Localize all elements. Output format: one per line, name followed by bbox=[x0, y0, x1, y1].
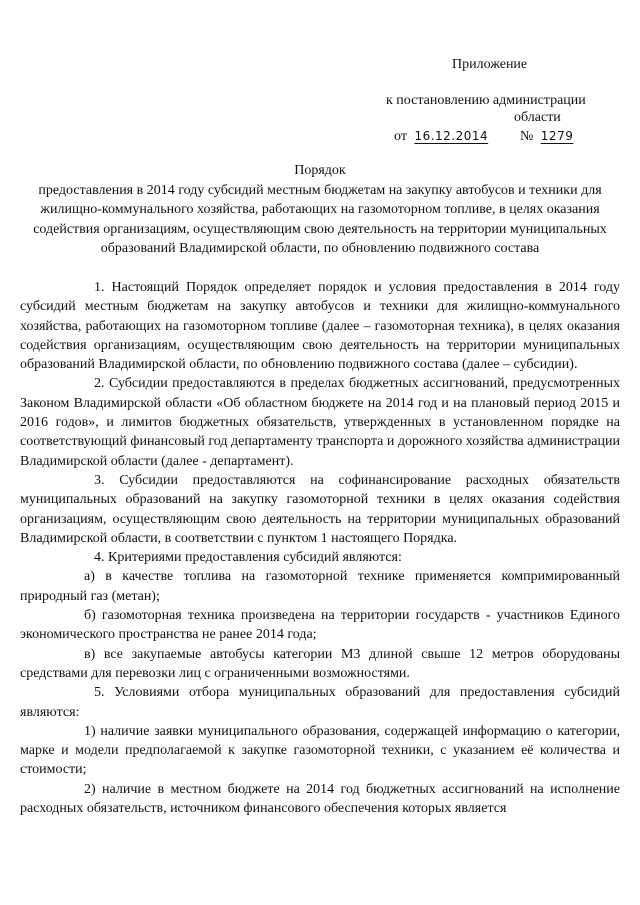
oblast-label: области bbox=[514, 110, 561, 125]
criterion-c: в) все закупаемые автобусы категории М3 длиной свыше 12 метров оборудованы средствами для перевозки лиц с ограниченными возможностями. bbox=[20, 646, 620, 681]
from-label: от bbox=[394, 129, 407, 144]
resolution-date: 16.12.2014 bbox=[414, 129, 489, 143]
date-number-row bbox=[394, 128, 605, 145]
resolution-number: 1279 bbox=[540, 129, 574, 143]
number-sign: № bbox=[519, 129, 534, 144]
document-title bbox=[20, 161, 620, 259]
condition-1: 1) наличие заявки муниципального образования, содержащей информацию о категории, марке и модели предполагаемой к закупке газомоторной техники, с указанием её количества и стоимости; bbox=[20, 723, 620, 778]
title-heading: Порядок bbox=[294, 163, 346, 178]
paragraph-2: 2. Субсидии предоставляются в пределах бюджетных ассигнований, предусмотренных Законом Владимирской области «Об областном бюджете на 2014 год и на плановый период 2015 и 2016 годов», и лимитов бюджетных обязательств, утвержденных в установленном порядке на соответствующий финансовый год департаменту транспорта и дорожного хозяйства администрации Владимирской области (далее - департамент). bbox=[20, 376, 620, 469]
criterion-a: а) в качестве топлива на газомоторной технике применяется компримированный природный газ (метан); bbox=[20, 569, 620, 604]
paragraph-5: 5. Условиями отбора муниципальных образований для предоставления субсидий являются: bbox=[20, 685, 620, 720]
paragraph-4: 4. Критериями предоставления субсидий являются: bbox=[94, 550, 402, 566]
paragraph-1: 1. Настоящий Порядок определяет порядок и условия предоставления в 2014 году субсидий местным бюджетам на закупку автобусов и техники для жилищно-коммунального хозяйства, работающих на газомоторном топливе (далее – газомоторная техника), в целях оказания содействия организациям, осуществляющим свою деятельность на территории муниципальных образований Владимирской области, по обновлению подвижного состава (далее – субсидии). bbox=[20, 280, 620, 373]
condition-2: 2) наличие в местном бюджете на 2014 год бюджетных ассигнований на исполнение расходных обязательств, источником финансового обеспечения которых является bbox=[20, 781, 620, 817]
criterion-b: б) газомоторная техника произведена на территории государств - участников Единого экономического пространства не ранее 2014 года; bbox=[20, 608, 620, 643]
document-body bbox=[20, 278, 620, 818]
resolution-reference: к постановлению администрации bbox=[386, 93, 586, 108]
paragraph-3: 3. Субсидии предоставляются на софинансирование расходных обязательств муниципальных образований на закупку газомоторной техники в целях оказания содействия организациям, осуществляющим свою деятельность на территории муниципальных образований Владимирской области, в соответствии с пунктом 1 настоящего Порядка. bbox=[20, 472, 620, 546]
appendix-label: Приложение bbox=[452, 57, 528, 72]
title-subheading: предоставления в 2014 году субсидий местным бюджетам на закупку автобусов и техники для жилищно-коммунального хозяйства, работающих на газомоторном топливе, в целях оказания содействия организациям, осуществляющим свою деятельность на территории муниципальных образований Владимирской области, по обновлению подвижного состава bbox=[33, 182, 607, 256]
